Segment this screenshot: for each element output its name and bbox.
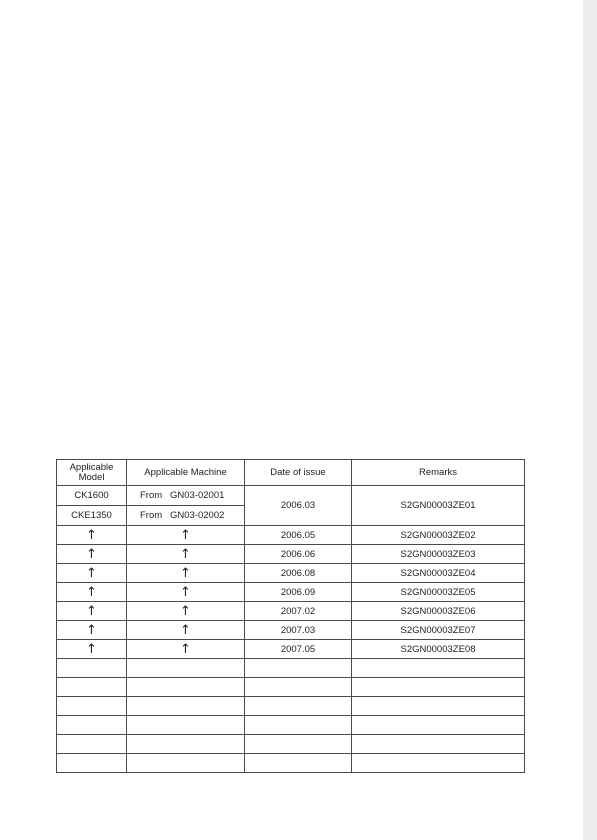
empty-cell [352,754,525,773]
empty-cell [352,659,525,678]
empty-cell [127,754,245,773]
remarks-cell: S2GN00003ZE01 [352,486,525,526]
empty-cell [57,754,127,773]
date-cell: 2006.09 [245,583,352,602]
date-cell: 2006.06 [245,545,352,564]
from-label: From [140,490,163,501]
ditto-arrow-icon: ↑ [57,545,127,564]
table-row [57,486,525,506]
remarks-cell: S2GN00003ZE02 [352,526,525,545]
empty-cell [57,697,127,716]
empty-table-row [57,735,525,754]
machine-number: GN03-02002 [170,510,225,521]
empty-cell [127,735,245,754]
date-cell: 2007.02 [245,602,352,621]
empty-cell [57,735,127,754]
date-cell: 2007.03 [245,621,352,640]
empty-cell [57,678,127,697]
empty-table-row [57,754,525,773]
ditto-arrow-icon: ↑ [57,583,127,602]
empty-cell [245,716,352,735]
remarks-cell: S2GN00003ZE06 [352,602,525,621]
header-date-of-issue: Date of issue [245,460,352,486]
empty-cell [352,697,525,716]
remarks-cell: S2GN00003ZE05 [352,583,525,602]
model-cell: CK1600 [57,486,127,506]
machine-line [127,505,244,525]
empty-cell [127,716,245,735]
empty-table-row [57,697,525,716]
remarks-cell: S2GN00003ZE07 [352,621,525,640]
table-row [57,545,525,564]
empty-cell [57,716,127,735]
ditto-arrow-icon: ↑ [127,640,245,659]
empty-cell [352,678,525,697]
date-cell: 2006.03 [245,486,352,526]
table-header-row [57,460,525,486]
empty-table-row [57,659,525,678]
from-label: From [140,510,163,521]
date-cell: 2007.05 [245,640,352,659]
table-row [57,526,525,545]
page-edge-strip [583,0,597,840]
table-row [57,640,525,659]
remarks-cell: S2GN00003ZE04 [352,564,525,583]
empty-table-row [57,716,525,735]
ditto-arrow-icon: ↑ [127,564,245,583]
ditto-arrow-icon: ↑ [127,583,245,602]
model-cell: CKE1350 [57,506,127,526]
empty-cell [245,659,352,678]
empty-table-row [57,678,525,697]
header-remarks: Remarks [352,460,525,486]
header-applicable-machine: Applicable Machine [127,460,245,486]
ditto-arrow-icon: ↑ [57,621,127,640]
machine-line [127,486,244,505]
empty-cell [352,735,525,754]
ditto-arrow-icon: ↑ [127,545,245,564]
empty-cell [245,735,352,754]
machine-range-cell [127,486,245,526]
ditto-arrow-icon: ↑ [57,526,127,545]
empty-cell [352,716,525,735]
ditto-arrow-icon: ↑ [127,526,245,545]
empty-cell [245,754,352,773]
ditto-arrow-icon: ↑ [57,640,127,659]
empty-cell [127,659,245,678]
table-row [57,564,525,583]
empty-cell [245,678,352,697]
machine-number: GN03-02001 [170,490,225,501]
empty-cell [127,678,245,697]
ditto-arrow-icon: ↑ [127,621,245,640]
table-row [57,621,525,640]
table-row [57,602,525,621]
empty-cell [127,697,245,716]
empty-cell [57,659,127,678]
date-cell: 2006.08 [245,564,352,583]
header-applicable-model: Applicable Model [57,460,127,486]
table-row [57,583,525,602]
empty-cell [245,697,352,716]
ditto-arrow-icon: ↑ [57,602,127,621]
ditto-arrow-icon: ↑ [57,564,127,583]
revision-history-table [56,459,525,773]
ditto-arrow-icon: ↑ [127,602,245,621]
remarks-cell: S2GN00003ZE08 [352,640,525,659]
remarks-cell: S2GN00003ZE03 [352,545,525,564]
date-cell: 2006.05 [245,526,352,545]
